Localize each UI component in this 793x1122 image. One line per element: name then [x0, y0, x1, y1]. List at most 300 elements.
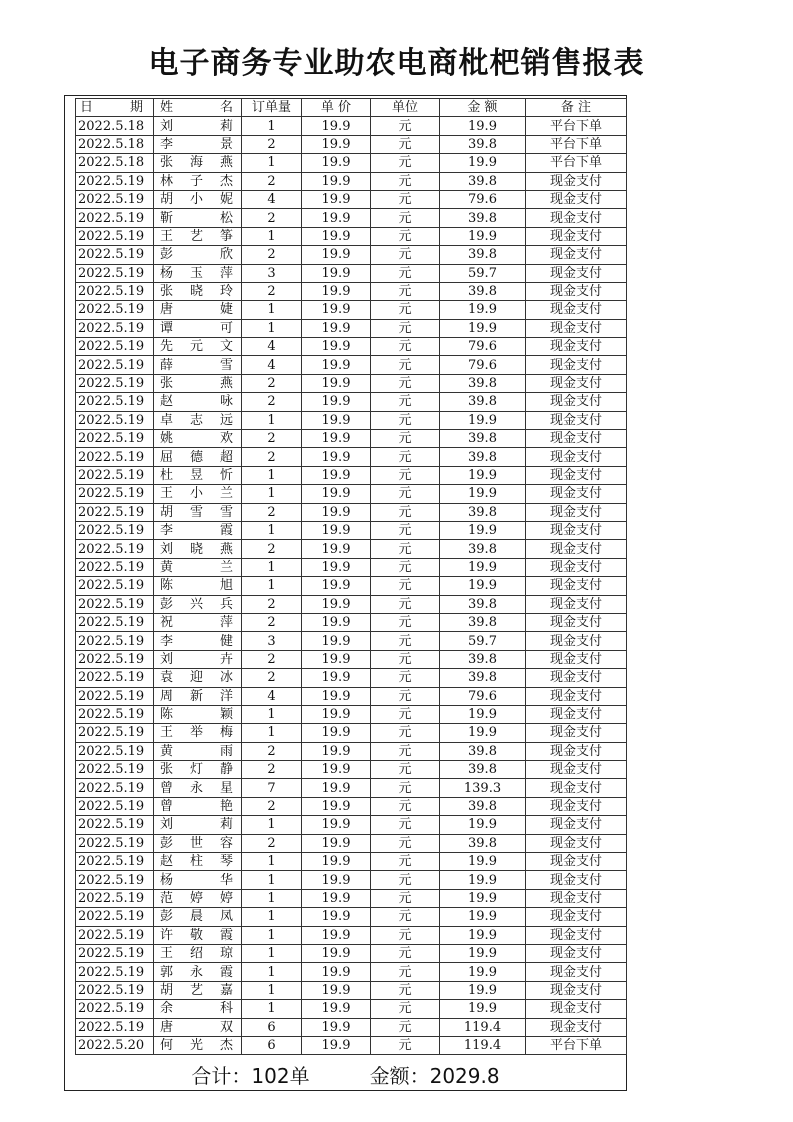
- header-note: 备 注: [526, 99, 627, 117]
- row-name: 祝 萍: [154, 613, 242, 631]
- table-row: [76, 558, 627, 576]
- row-price: 19.9: [302, 282, 371, 300]
- row-qty: 1: [242, 889, 302, 907]
- row-unit: 元: [371, 632, 440, 650]
- row-date: 2022.5.19: [76, 926, 154, 944]
- row-qty: 1: [242, 411, 302, 429]
- row-price: 19.9: [302, 135, 371, 153]
- row-name: 许 敬 霞: [154, 926, 242, 944]
- table-row: [76, 448, 627, 466]
- row-date: 2022.5.19: [76, 613, 154, 631]
- row-name: 李 景: [154, 135, 242, 153]
- row-qty: 3: [242, 632, 302, 650]
- row-price: 19.9: [302, 540, 371, 558]
- table-row: [76, 154, 627, 172]
- row-amount: 19.9: [440, 724, 526, 742]
- row-unit: 元: [371, 209, 440, 227]
- table-row: [76, 650, 627, 668]
- table-row: [76, 503, 627, 521]
- row-amount: 19.9: [440, 117, 526, 135]
- row-amount: 19.9: [440, 301, 526, 319]
- row-date: 2022.5.19: [76, 632, 154, 650]
- table-row: [76, 816, 627, 834]
- row-note: 现金支付: [526, 282, 627, 300]
- row-qty: 2: [242, 430, 302, 448]
- row-qty: 3: [242, 264, 302, 282]
- row-price: 19.9: [302, 521, 371, 539]
- row-name: 杨 玉 萍: [154, 264, 242, 282]
- row-qty: 1: [242, 466, 302, 484]
- row-qty: 1: [242, 963, 302, 981]
- row-note: 平台下单: [526, 117, 627, 135]
- table-row: [76, 981, 627, 999]
- row-unit: 元: [371, 430, 440, 448]
- header-date: 日 期: [76, 99, 154, 117]
- row-price: 19.9: [302, 356, 371, 374]
- row-date: 2022.5.19: [76, 779, 154, 797]
- row-note: 现金支付: [526, 338, 627, 356]
- table-row: [76, 301, 627, 319]
- row-name: 袁 迎 冰: [154, 669, 242, 687]
- table-row: [76, 853, 627, 871]
- table-row: [76, 724, 627, 742]
- row-name: 郭 永 霞: [154, 963, 242, 981]
- row-amount: 19.9: [440, 908, 526, 926]
- row-price: 19.9: [302, 301, 371, 319]
- row-date: 2022.5.19: [76, 816, 154, 834]
- row-price: 19.9: [302, 319, 371, 337]
- row-amount: 79.6: [440, 687, 526, 705]
- total-count: 合计：102单: [191, 1064, 310, 1088]
- row-price: 19.9: [302, 558, 371, 576]
- table-row: [76, 485, 627, 503]
- header-amount: 金 额: [440, 99, 526, 117]
- table-row: [76, 374, 627, 392]
- row-price: 19.9: [302, 871, 371, 889]
- row-name: 胡 艺 嘉: [154, 981, 242, 999]
- row-note: 现金支付: [526, 558, 627, 576]
- row-amount: 59.7: [440, 264, 526, 282]
- row-price: 19.9: [302, 466, 371, 484]
- header-price: 单 价: [302, 99, 371, 117]
- row-unit: 元: [371, 485, 440, 503]
- row-price: 19.9: [302, 190, 371, 208]
- row-note: 现金支付: [526, 503, 627, 521]
- row-note: 现金支付: [526, 834, 627, 852]
- row-unit: 元: [371, 963, 440, 981]
- row-amount: 39.8: [440, 797, 526, 815]
- table-row: [76, 540, 627, 558]
- row-date: 2022.5.19: [76, 1000, 154, 1018]
- row-price: 19.9: [302, 595, 371, 613]
- row-date: 2022.5.19: [76, 190, 154, 208]
- row-unit: 元: [371, 779, 440, 797]
- row-note: 现金支付: [526, 411, 627, 429]
- table-row: [76, 1000, 627, 1018]
- row-qty: 2: [242, 393, 302, 411]
- row-name: 刘 卉: [154, 650, 242, 668]
- row-amount: 139.3: [440, 779, 526, 797]
- row-note: 现金支付: [526, 963, 627, 981]
- row-amount: 39.8: [440, 834, 526, 852]
- row-note: 现金支付: [526, 853, 627, 871]
- row-amount: 39.8: [440, 613, 526, 631]
- row-date: 2022.5.19: [76, 521, 154, 539]
- table-row: [76, 1036, 627, 1054]
- table-row: [76, 190, 627, 208]
- row-qty: 2: [242, 761, 302, 779]
- row-name: 谭 可: [154, 319, 242, 337]
- table-row: [76, 246, 627, 264]
- row-price: 19.9: [302, 944, 371, 962]
- row-amount: 39.8: [440, 595, 526, 613]
- row-note: 现金支付: [526, 595, 627, 613]
- row-date: 2022.5.19: [76, 797, 154, 815]
- row-amount: 79.6: [440, 190, 526, 208]
- row-unit: 元: [371, 853, 440, 871]
- row-name: 李 霞: [154, 521, 242, 539]
- table-row: [76, 264, 627, 282]
- row-note: 现金支付: [526, 1018, 627, 1036]
- row-amount: 19.9: [440, 981, 526, 999]
- table-row: [76, 963, 627, 981]
- row-date: 2022.5.19: [76, 761, 154, 779]
- row-unit: 元: [371, 797, 440, 815]
- table-row: [76, 319, 627, 337]
- table-row: [76, 797, 627, 815]
- row-date: 2022.5.19: [76, 908, 154, 926]
- row-name: 李 健: [154, 632, 242, 650]
- row-price: 19.9: [302, 1018, 371, 1036]
- row-price: 19.9: [302, 779, 371, 797]
- row-price: 19.9: [302, 669, 371, 687]
- row-qty: 1: [242, 944, 302, 962]
- row-note: 现金支付: [526, 172, 627, 190]
- row-date: 2022.5.19: [76, 485, 154, 503]
- row-name: 张 海 燕: [154, 154, 242, 172]
- row-note: 现金支付: [526, 209, 627, 227]
- row-price: 19.9: [302, 1000, 371, 1018]
- row-unit: 元: [371, 613, 440, 631]
- row-amount: 39.8: [440, 650, 526, 668]
- row-date: 2022.5.19: [76, 448, 154, 466]
- row-qty: 6: [242, 1018, 302, 1036]
- row-note: 现金支付: [526, 871, 627, 889]
- row-qty: 1: [242, 577, 302, 595]
- row-name: 王 小 兰: [154, 485, 242, 503]
- total-amount: 金额：2029.8: [369, 1064, 500, 1088]
- row-price: 19.9: [302, 963, 371, 981]
- row-note: 现金支付: [526, 319, 627, 337]
- row-price: 19.9: [302, 650, 371, 668]
- row-date: 2022.5.19: [76, 264, 154, 282]
- row-name: 杨 华: [154, 871, 242, 889]
- row-name: 彭 兴 兵: [154, 595, 242, 613]
- row-name: 曾 永 星: [154, 779, 242, 797]
- row-amount: 39.8: [440, 430, 526, 448]
- row-price: 19.9: [302, 981, 371, 999]
- row-unit: 元: [371, 1000, 440, 1018]
- row-name: 胡 小 妮: [154, 190, 242, 208]
- table-row: [76, 613, 627, 631]
- row-amount: 79.6: [440, 338, 526, 356]
- table-row: [76, 944, 627, 962]
- row-unit: 元: [371, 1018, 440, 1036]
- row-qty: 1: [242, 1000, 302, 1018]
- row-qty: 2: [242, 503, 302, 521]
- table-row: [76, 926, 627, 944]
- row-name: 刘 晓 燕: [154, 540, 242, 558]
- row-price: 19.9: [302, 632, 371, 650]
- table-row: [76, 135, 627, 153]
- row-unit: 元: [371, 319, 440, 337]
- row-name: 彭 欣: [154, 246, 242, 264]
- row-note: 现金支付: [526, 705, 627, 723]
- row-qty: 2: [242, 282, 302, 300]
- row-note: 现金支付: [526, 761, 627, 779]
- row-amount: 19.9: [440, 889, 526, 907]
- row-unit: 元: [371, 595, 440, 613]
- row-date: 2022.5.19: [76, 853, 154, 871]
- table-row: [76, 411, 627, 429]
- row-qty: 1: [242, 227, 302, 245]
- row-name: 王 艺 筝: [154, 227, 242, 245]
- report-title: 电子商务专业助农电商枇杷销售报表: [148, 46, 645, 81]
- row-price: 19.9: [302, 209, 371, 227]
- row-name: 张 晓 玲: [154, 282, 242, 300]
- row-qty: 2: [242, 209, 302, 227]
- row-date: 2022.5.19: [76, 558, 154, 576]
- row-price: 19.9: [302, 430, 371, 448]
- row-note: 现金支付: [526, 466, 627, 484]
- row-price: 19.9: [302, 448, 371, 466]
- row-note: 现金支付: [526, 687, 627, 705]
- row-price: 19.9: [302, 411, 371, 429]
- row-amount: 39.8: [440, 282, 526, 300]
- row-price: 19.9: [302, 1036, 371, 1054]
- row-qty: 4: [242, 687, 302, 705]
- row-unit: 元: [371, 816, 440, 834]
- row-qty: 1: [242, 871, 302, 889]
- row-amount: 119.4: [440, 1018, 526, 1036]
- row-qty: 1: [242, 485, 302, 503]
- row-date: 2022.5.19: [76, 411, 154, 429]
- row-name: 曾 艳: [154, 797, 242, 815]
- row-date: 2022.5.19: [76, 209, 154, 227]
- row-name: 陈 颖: [154, 705, 242, 723]
- table-row: [76, 889, 627, 907]
- row-amount: 19.9: [440, 853, 526, 871]
- row-amount: 39.8: [440, 209, 526, 227]
- row-note: 现金支付: [526, 356, 627, 374]
- row-qty: 6: [242, 1036, 302, 1054]
- row-amount: 39.8: [440, 246, 526, 264]
- row-amount: 19.9: [440, 816, 526, 834]
- row-qty: 2: [242, 650, 302, 668]
- row-amount: 19.9: [440, 227, 526, 245]
- row-price: 19.9: [302, 613, 371, 631]
- row-date: 2022.5.19: [76, 705, 154, 723]
- row-unit: 元: [371, 687, 440, 705]
- row-note: 现金支付: [526, 908, 627, 926]
- row-note: 现金支付: [526, 650, 627, 668]
- row-price: 19.9: [302, 264, 371, 282]
- table-row: [76, 834, 627, 852]
- row-date: 2022.5.19: [76, 393, 154, 411]
- row-name: 刘 莉: [154, 117, 242, 135]
- table-row: [76, 779, 627, 797]
- row-amount: 119.4: [440, 1036, 526, 1054]
- row-price: 19.9: [302, 485, 371, 503]
- row-note: 现金支付: [526, 430, 627, 448]
- row-name: 赵 柱 琴: [154, 853, 242, 871]
- row-unit: 元: [371, 135, 440, 153]
- table-row: [76, 871, 627, 889]
- row-amount: 79.6: [440, 356, 526, 374]
- row-date: 2022.5.19: [76, 356, 154, 374]
- table-row: [76, 687, 627, 705]
- row-qty: 2: [242, 669, 302, 687]
- row-unit: 元: [371, 889, 440, 907]
- row-note: 现金支付: [526, 246, 627, 264]
- row-amount: 39.8: [440, 374, 526, 392]
- row-date: 2022.5.19: [76, 834, 154, 852]
- row-unit: 元: [371, 393, 440, 411]
- row-name: 范 婷 婷: [154, 889, 242, 907]
- row-date: 2022.5.19: [76, 889, 154, 907]
- row-qty: 1: [242, 521, 302, 539]
- row-name: 唐 双: [154, 1018, 242, 1036]
- row-unit: 元: [371, 650, 440, 668]
- total-line: [64, 1062, 627, 1090]
- row-amount: 19.9: [440, 154, 526, 172]
- row-name: 赵 咏: [154, 393, 242, 411]
- row-date: 2022.5.19: [76, 319, 154, 337]
- row-note: 现金支付: [526, 448, 627, 466]
- row-unit: 元: [371, 558, 440, 576]
- row-price: 19.9: [302, 117, 371, 135]
- row-qty: 2: [242, 135, 302, 153]
- row-qty: 4: [242, 356, 302, 374]
- row-name: 陈 旭: [154, 577, 242, 595]
- row-price: 19.9: [302, 926, 371, 944]
- row-date: 2022.5.19: [76, 669, 154, 687]
- row-amount: 19.9: [440, 944, 526, 962]
- row-name: 刘 莉: [154, 816, 242, 834]
- table-row: [76, 282, 627, 300]
- row-amount: 39.8: [440, 503, 526, 521]
- row-amount: 39.8: [440, 172, 526, 190]
- row-qty: 1: [242, 853, 302, 871]
- row-price: 19.9: [302, 724, 371, 742]
- row-unit: 元: [371, 908, 440, 926]
- row-qty: 1: [242, 724, 302, 742]
- row-name: 彭 世 容: [154, 834, 242, 852]
- row-name: 黄 雨: [154, 742, 242, 760]
- row-date: 2022.5.19: [76, 1018, 154, 1036]
- row-date: 2022.5.19: [76, 963, 154, 981]
- row-note: 现金支付: [526, 779, 627, 797]
- table-row: [76, 595, 627, 613]
- row-unit: 元: [371, 742, 440, 760]
- row-amount: 39.8: [440, 540, 526, 558]
- row-amount: 19.9: [440, 485, 526, 503]
- row-price: 19.9: [302, 374, 371, 392]
- row-note: 现金支付: [526, 264, 627, 282]
- row-name: 彭 晨 凤: [154, 908, 242, 926]
- row-price: 19.9: [302, 797, 371, 815]
- row-amount: 19.9: [440, 411, 526, 429]
- row-qty: 2: [242, 374, 302, 392]
- row-qty: 1: [242, 319, 302, 337]
- row-name: 靳 松: [154, 209, 242, 227]
- table-row: [76, 430, 627, 448]
- row-qty: 2: [242, 742, 302, 760]
- row-name: 王 举 梅: [154, 724, 242, 742]
- row-amount: 19.9: [440, 466, 526, 484]
- row-price: 19.9: [302, 577, 371, 595]
- row-price: 19.9: [302, 246, 371, 264]
- row-note: 现金支付: [526, 190, 627, 208]
- row-name: 何 光 杰: [154, 1036, 242, 1054]
- row-date: 2022.5.19: [76, 577, 154, 595]
- row-unit: 元: [371, 374, 440, 392]
- row-date: 2022.5.19: [76, 871, 154, 889]
- row-unit: 元: [371, 724, 440, 742]
- row-amount: 19.9: [440, 521, 526, 539]
- row-note: 现金支付: [526, 374, 627, 392]
- row-price: 19.9: [302, 705, 371, 723]
- row-name: 余 科: [154, 1000, 242, 1018]
- row-amount: 19.9: [440, 577, 526, 595]
- row-note: 现金支付: [526, 944, 627, 962]
- row-note: 现金支付: [526, 669, 627, 687]
- row-note: 现金支付: [526, 393, 627, 411]
- row-amount: 59.7: [440, 632, 526, 650]
- row-amount: 39.8: [440, 135, 526, 153]
- row-price: 19.9: [302, 834, 371, 852]
- row-unit: 元: [371, 944, 440, 962]
- row-name: 林 子 杰: [154, 172, 242, 190]
- row-unit: 元: [371, 503, 440, 521]
- row-note: 现金支付: [526, 632, 627, 650]
- header-unit: 单位: [371, 99, 440, 117]
- row-qty: 4: [242, 338, 302, 356]
- row-note: 现金支付: [526, 301, 627, 319]
- table-row: [76, 1018, 627, 1036]
- row-unit: 元: [371, 356, 440, 374]
- row-amount: 39.8: [440, 742, 526, 760]
- row-price: 19.9: [302, 889, 371, 907]
- row-date: 2022.5.19: [76, 172, 154, 190]
- row-amount: 39.8: [440, 761, 526, 779]
- row-unit: 元: [371, 264, 440, 282]
- row-amount: 19.9: [440, 963, 526, 981]
- row-unit: 元: [371, 466, 440, 484]
- row-name: 王 绍 琼: [154, 944, 242, 962]
- row-name: 姚 欢: [154, 430, 242, 448]
- row-date: 2022.5.19: [76, 301, 154, 319]
- row-note: 现金支付: [526, 816, 627, 834]
- row-date: 2022.5.19: [76, 338, 154, 356]
- row-unit: 元: [371, 227, 440, 245]
- row-unit: 元: [371, 540, 440, 558]
- row-unit: 元: [371, 521, 440, 539]
- row-note: 现金支付: [526, 577, 627, 595]
- row-name: 黄 兰: [154, 558, 242, 576]
- row-date: 2022.5.20: [76, 1036, 154, 1054]
- row-qty: 1: [242, 558, 302, 576]
